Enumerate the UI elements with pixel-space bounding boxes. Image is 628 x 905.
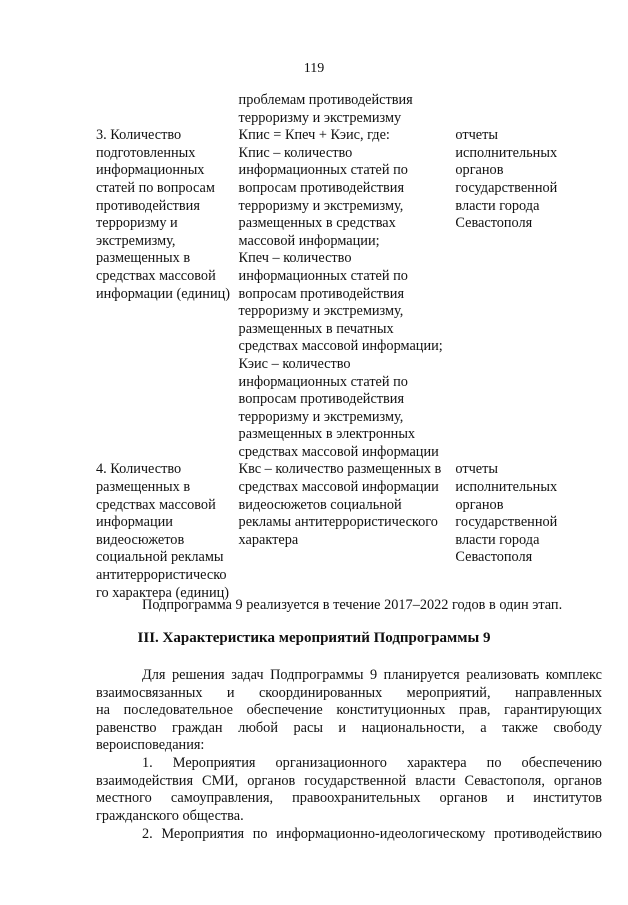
table-row-3 <box>96 127 606 461</box>
formula-cell <box>239 127 456 461</box>
formula-line: массовой информации; <box>238 232 380 249</box>
indicators-table <box>96 92 606 602</box>
paragraph-line: Для решения задач Подпрограммы 9 планируется реализовать комплекс <box>142 667 602 683</box>
formula-line: характера <box>238 531 299 548</box>
page-number: 119 <box>303 61 325 76</box>
formula-line: рекламы антитеррористического <box>238 514 438 531</box>
indicator-line: средствах массовой <box>96 496 216 513</box>
formula-line: информационных статей по <box>238 267 408 284</box>
paragraph-line: взаимосвязанных и скоординированных мероприятий, направленных <box>96 684 602 701</box>
formula-line: размещенных в средствах <box>238 215 396 232</box>
indicator-line: информационных <box>96 162 205 179</box>
formula-line: Кэис – количество <box>238 355 351 372</box>
paragraph-line: вероисповедания: <box>96 737 205 754</box>
indicator-line: размещенных в <box>96 250 191 267</box>
table-row-continued <box>96 92 606 127</box>
paragraph-line: 1. Мероприятия организационного характера по обеспечению <box>142 755 602 771</box>
indicator-line: противодействия <box>96 197 200 214</box>
source-line: исполнительных <box>455 144 558 161</box>
paragraph-line: гражданского общества. <box>96 807 244 824</box>
source-line: государственной <box>455 179 558 196</box>
formula-line: Кпис = Кпеч + Кэис, где: <box>238 127 390 144</box>
formula-line: средствах массовой информации <box>238 443 439 460</box>
indicator-line: 4. Количество <box>96 461 182 478</box>
indicator-cell <box>96 127 239 461</box>
formula-line: проблемам противодействия <box>238 92 413 108</box>
source-line: Севастополя <box>455 549 533 566</box>
formula-cell <box>239 461 456 602</box>
indicator-line: терроризму и <box>96 215 178 232</box>
indicator-line: размещенных в <box>96 479 191 496</box>
source-line: органов <box>455 496 504 513</box>
paragraph-line: взаимодействия СМИ, органов государственной власти Севастополя, органов <box>96 772 602 789</box>
source-line: власти города <box>455 531 540 548</box>
formula-line: размещенных в электронных <box>238 426 416 443</box>
indicator-line: статей по вопросам <box>96 179 215 196</box>
source-cell <box>455 461 606 602</box>
formula-line: видеосюжетов социальной <box>238 496 402 513</box>
formula-line: информационных статей по <box>238 162 408 179</box>
indicator-line: видеосюжетов <box>96 531 185 548</box>
indicator-cell <box>96 461 239 602</box>
paragraph-item-2 <box>96 826 602 844</box>
indicator-line: информации (единиц) <box>96 285 231 302</box>
table-row-4 <box>96 461 606 602</box>
indicator-line: информации <box>96 514 173 531</box>
source-line: власти города <box>455 197 540 214</box>
implementation-sentence: Подпрограмма 9 реализуется в течение 2017–2022 годов в один этап. <box>142 597 563 613</box>
formula-line: вопросам противодействия <box>238 391 405 408</box>
paragraph-line: местного самоуправления, правоохранительных органов и институтов <box>96 790 602 807</box>
formula-line: размещенных в печатных <box>238 320 394 337</box>
indicator-cell <box>96 92 239 127</box>
indicator-line: экстремизму, <box>96 232 176 249</box>
formula-line: информационных статей по <box>238 373 408 390</box>
indicator-line: подготовленных <box>96 144 196 161</box>
source-cell <box>455 92 606 127</box>
indicator-line: средствах массовой <box>96 267 216 284</box>
section-heading: III. Характеристика мероприятий Подпрограммы 9 <box>137 630 491 646</box>
source-line: органов <box>455 162 504 179</box>
indicator-line: антитеррористическо <box>96 567 227 584</box>
paragraph-goals <box>96 667 602 755</box>
source-line: Севастополя <box>455 215 533 232</box>
formula-line: вопросам противодействия <box>238 285 405 302</box>
indicator-line: го характера (единиц) <box>96 584 230 601</box>
formula-line: Квс – количество размещенных в <box>238 461 442 478</box>
formula-line: терроризму и экстремизму <box>238 109 402 126</box>
paragraph-item-1 <box>96 755 602 825</box>
formula-line: Кпис – количество <box>238 144 353 161</box>
source-line: исполнительных <box>455 479 558 496</box>
indicator-line: 3. Количество <box>96 127 182 144</box>
formula-line: средствах массовой информации; <box>238 338 443 355</box>
formula-line: терроризму и экстремизму, <box>238 197 404 214</box>
source-line: отчеты <box>455 461 498 478</box>
formula-line: Кпеч – количество <box>238 250 352 267</box>
source-cell <box>455 127 606 461</box>
indicator-line: социальной рекламы <box>96 549 224 566</box>
formula-line: терроризму и экстремизму, <box>238 408 404 425</box>
paragraph-line: на последовательное обеспечение конституционных прав, гарантирующих <box>96 702 602 719</box>
formula-line: терроризму и экстремизму, <box>238 303 404 320</box>
source-line: государственной <box>455 514 558 531</box>
source-line: отчеты <box>455 127 498 144</box>
paragraph-line: равенство граждан любой расы и национальности, а также свободу <box>96 719 602 736</box>
formula-line: вопросам противодействия <box>238 179 405 196</box>
paragraph-line: 2. Мероприятия по информационно-идеологическому противодействию <box>142 826 602 842</box>
formula-cell <box>239 92 456 127</box>
formula-line: средствах массовой информации <box>238 479 439 496</box>
